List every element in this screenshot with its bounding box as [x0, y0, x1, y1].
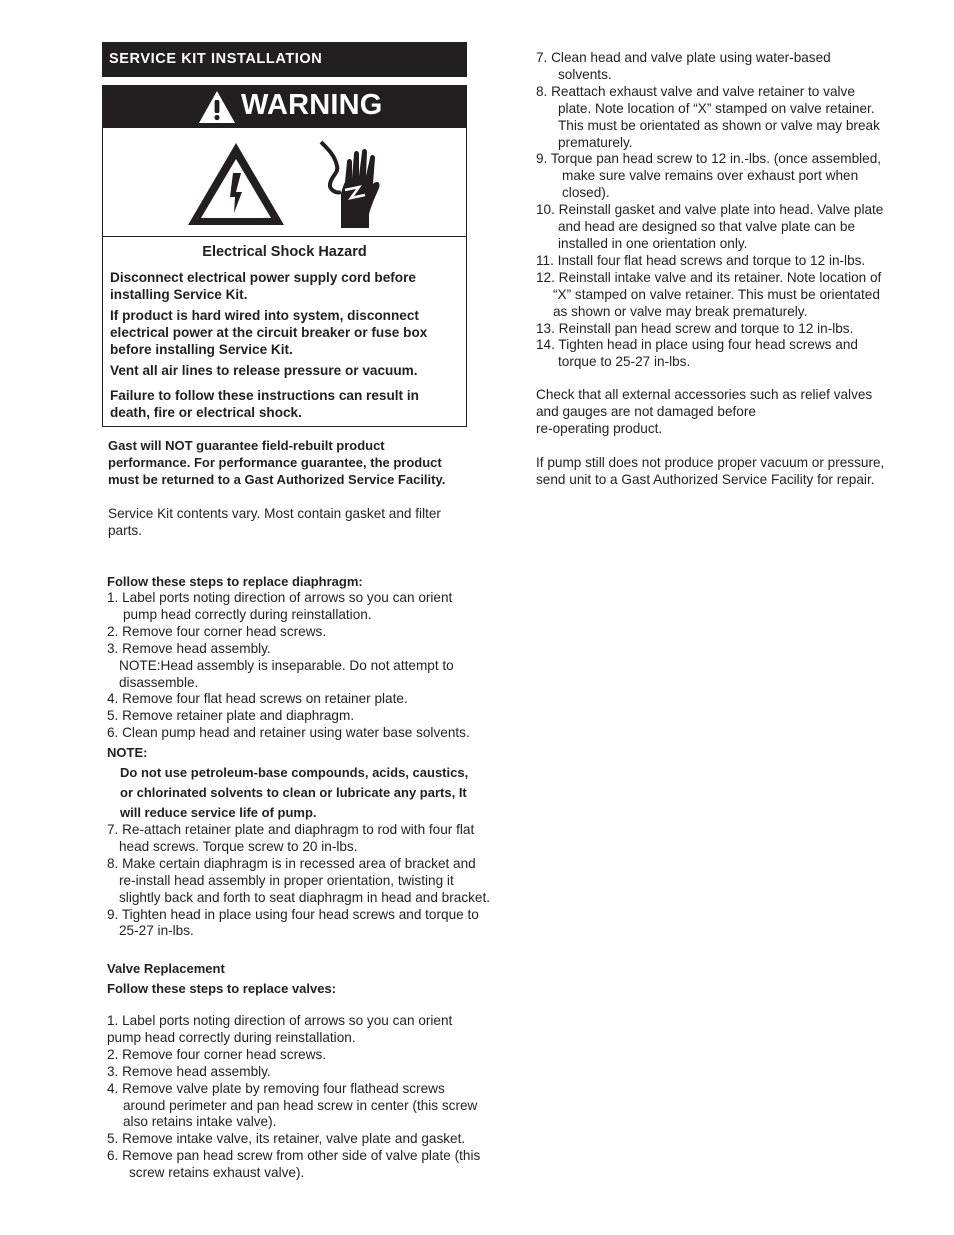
list-item: 2. Remove four corner head screws. — [107, 1046, 327, 1062]
section-title: SERVICE KIT INSTALLATION — [109, 51, 323, 67]
repair-line: send unit to a Gast Authorized Service Facility for repair. — [536, 472, 875, 487]
warning-line: death, fire or electrical shock. — [110, 405, 302, 420]
repair-line: If pump still does not produce proper vacuum or pressure, — [536, 455, 885, 470]
list-item: 5. Remove retainer plate and diaphragm. — [107, 708, 355, 724]
warning-line: Disconnect electrical power supply cord before — [110, 270, 416, 285]
warning-triangle-icon — [197, 89, 237, 125]
list-item: NOTE:Head assembly is inseparable. Do not attempt to — [119, 657, 454, 673]
hazard-title: Electrical Shock Hazard — [202, 244, 367, 260]
list-item: 10. Reinstall gasket and valve plate into head. Valve plate — [536, 202, 884, 218]
list-item: This must be orientated as shown or valve may break — [558, 117, 880, 133]
check-line: re-operating product. — [536, 421, 663, 436]
list-item: installed in one orientation only. — [558, 235, 748, 251]
list-item: head screws. Torque screw to 20 in-lbs. — [119, 838, 358, 854]
note-line: Do not use petroleum-base compounds, acids, caustics, — [120, 765, 469, 780]
list-item: and head are designed so that valve plate can be — [558, 219, 856, 235]
note-label: NOTE: — [107, 745, 148, 760]
list-item: pump head correctly during reinstallation. — [107, 1029, 356, 1045]
list-item: 7. Re-attach retainer plate and diaphragm to rod with four flat — [107, 822, 475, 837]
warning-title: WARNING — [241, 89, 383, 121]
list-item: screw retains exhaust valve). — [129, 1165, 305, 1181]
list-item: solvents. — [558, 66, 612, 82]
guarantee-line: must be returned to a Gast Authorized Service Facility. — [108, 472, 446, 487]
guarantee-notice — [108, 437, 445, 488]
guarantee-line: Gast will NOT guarantee field-rebuilt product — [108, 438, 385, 453]
note-line: or chlorinated solvents to clean or lubricate any parts, It — [120, 785, 467, 800]
list-item: 6. Clean pump head and retainer using water base solvents. — [107, 725, 470, 741]
warning-line: before installing Service Kit. — [110, 342, 293, 357]
diaphragm-heading: Follow these steps to replace diaphragm: — [107, 574, 363, 589]
list-item: 2. Remove four corner head screws. — [107, 623, 327, 639]
valve-subheading: Follow these steps to replace valves: — [107, 981, 337, 996]
kit-contents-line: parts. — [108, 523, 142, 538]
warning-line: installing Service Kit. — [110, 287, 248, 302]
list-item: 6. Remove pan head screw from other side of valve plate (this — [107, 1148, 481, 1164]
repair-instruction — [536, 454, 884, 488]
guarantee-line: performance. For performance guarantee, the product — [108, 455, 442, 470]
check-line: and gauges are not damaged before — [536, 404, 756, 419]
valve-steps — [107, 1013, 480, 1182]
list-item: 1. Label ports noting direction of arrows so you can orient — [107, 1013, 453, 1028]
list-item: 1. Label ports noting direction of arrows so you can orient — [107, 590, 453, 605]
note-line: will reduce service life of pump. — [120, 805, 317, 820]
list-item: plate. Note location of “X” stamped on valve retainer. — [558, 100, 875, 116]
hazard-pictograms — [103, 128, 466, 237]
warning-paragraph-3 — [110, 362, 455, 379]
kit-contents-line: Service Kit contents vary. Most contain gasket and filter — [108, 506, 441, 521]
list-item: 8. Make certain diaphragm is in recessed area of bracket and — [107, 855, 476, 871]
list-item: 9. Tighten head in place using four head screws and torque to — [107, 906, 479, 922]
list-item: closed). — [562, 185, 610, 201]
kit-contents — [108, 505, 441, 539]
list-item: disassemble. — [119, 674, 199, 690]
warning-banner — [103, 86, 466, 128]
list-item: as shown or valve may break prematurely. — [553, 303, 808, 319]
list-item: 25-27 in-lbs. — [119, 923, 194, 939]
list-item: 3. Remove head assembly. — [107, 640, 271, 656]
electric-shock-triangle-icon — [185, 140, 287, 228]
list-item: 9. Torque pan head screw to 12 in.-lbs. (once assembled, — [536, 151, 882, 167]
diaphragm-steps-a — [107, 590, 470, 742]
list-item: 4. Remove four flat head screws on retainer plate. — [107, 691, 408, 707]
list-item: “X” stamped on valve retainer. This must be orientated — [553, 286, 880, 302]
list-item: 5. Remove intake valve, its retainer, valve plate and gasket. — [107, 1131, 466, 1147]
list-item: pump head correctly during reinstallation. — [123, 606, 372, 622]
section-header — [102, 42, 467, 77]
valve-steps-continued — [536, 50, 883, 371]
valve-heading: Valve Replacement — [107, 961, 225, 976]
list-item: 4. Remove valve plate by removing four flathead screws — [107, 1080, 445, 1096]
list-item: make sure valve remains over exhaust port when — [562, 168, 859, 184]
list-item: 12. Reinstall intake valve and its retainer. Note location of — [536, 269, 882, 285]
warning-line: If product is hard wired into system, disconnect — [110, 308, 419, 323]
warning-paragraph-2 — [110, 307, 455, 358]
diaphragm-steps-b — [107, 822, 490, 940]
warning-line: electrical power at the circuit breaker or fuse box — [110, 325, 428, 340]
list-item: 11. Install four flat head screws and torque to 12 in-lbs. — [536, 252, 866, 268]
check-line: Check that all external accessories such as relief valves — [536, 387, 873, 402]
list-item: torque to 25-27 in-lbs. — [558, 354, 691, 370]
list-item: re-install head assembly in proper orientation, twisting it — [119, 872, 454, 888]
accessories-check — [536, 386, 872, 437]
warning-line: Failure to follow these instructions can result in — [110, 388, 419, 403]
list-item: around perimeter and pan head screw in center (this screw — [123, 1097, 478, 1113]
warning-line: Vent all air lines to release pressure or vacuum. — [110, 363, 418, 378]
warning-paragraph-1 — [110, 269, 455, 303]
list-item: 3. Remove head assembly. — [107, 1063, 271, 1079]
list-item: 14. Tighten head in place using four head screws and — [536, 337, 858, 353]
list-item: prematurely. — [558, 134, 633, 150]
hand-shock-icon — [315, 140, 383, 228]
list-item: also retains intake valve). — [123, 1114, 277, 1130]
list-item: slightly back and forth to seat diaphragm in head and bracket. — [119, 889, 491, 905]
warning-paragraph-4 — [110, 387, 455, 421]
warning-box — [102, 85, 467, 427]
list-item: 7. Clean head and valve plate using water-based — [536, 50, 831, 65]
list-item: 8. Reattach exhaust valve and valve retainer to valve — [536, 83, 855, 99]
list-item: 13. Reinstall pan head screw and torque to 12 in-lbs. — [536, 320, 854, 336]
